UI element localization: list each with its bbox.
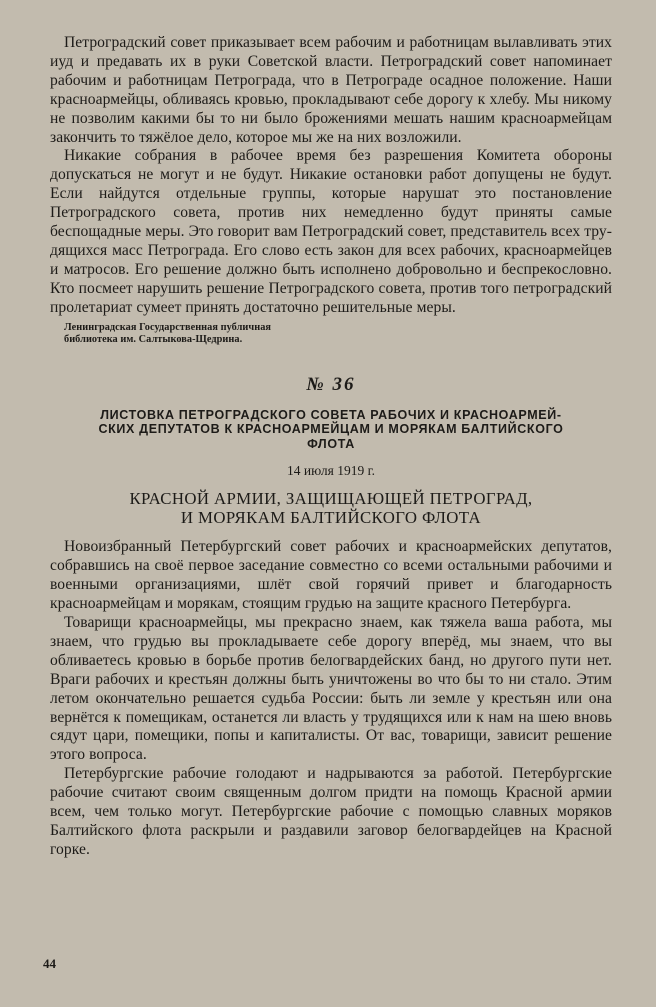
document-title-line: ФЛОТА	[307, 436, 355, 451]
document-title-line: СКИХ ДЕПУТАТОВ К КРАСНОАРМЕЙЦАМ И МОРЯКАМ БАЛТИЙСКОГО	[98, 422, 564, 437]
document-title	[50, 408, 612, 452]
source-line: библиотека им. Салтыкова-Щедрина.	[64, 333, 243, 345]
paragraph-meetings-ban: Никакие собрания в рабочее время без разрешения Комитета обороны допускаться не могут и не будут. Никакие остановки работ допущены не будут. Если найдутся отдельные группы, которые нарушат это постановление Петроградского совета, против них немедленно будут приняты самые беспощадные меры. Это говорит вам Петроградский совет, представитель всех трудящихся масс Петрограда. Его слово есть закон для всех рабочих, красноармейцев и матросов. Его решение должно быть исполнено добровольно и беспрекословно. Кто посмеет нарушить решение Петроградского совета, против того петроградский пролетариат сумеет принять достаточно решительные меры.	[50, 147, 612, 316]
document-number: № 36	[306, 373, 356, 395]
document-date: 14 июля 1919 г.	[287, 463, 375, 479]
paragraph-order: Петроградский совет приказывает всем рабочим и работницам вылавливать этих иуд и предавать их в руки Советской власти. Петроградский совет напоминает рабочим и работницам Петрограда, что в Петрограде осадное положение. Наши красноармейцы, обливаясь кровью, прокладывают себе дорогу к хлебу. Мы никому не позволим какими бы то ни было брожениями мешать нашим красноармейцам закончить то тяжёлое дело, которое мы же на них возложили.	[50, 34, 612, 146]
appeal-heading	[50, 489, 612, 527]
page-number: 44	[43, 956, 56, 971]
paragraph-workers: Петербургские рабочие голодают и надрываются за работой. Петербургские рабочие считают своим священным долгом придти на помощь Красной армии всем, чем только могут. Петербургские рабочие с помощью славных моряков Балтийского флота раскрыли и раздавили заговор белогвардейцев на Красной горке.	[50, 765, 612, 858]
source-note	[64, 322, 612, 346]
appeal-heading-line: КРАСНОЙ АРМИИ, ЗАЩИЩАЮЩЕЙ ПЕТРОГРАД,	[129, 489, 533, 509]
appeal-heading-line: И МОРЯКАМ БАЛТИЙСКОГО ФЛОТА	[180, 508, 482, 528]
paragraph-greeting: Новоизбранный Петербургский совет рабочих и красноармейских депутатов, собравшись на своё первое заседание совместно со всеми остальными рабочими и военными организациями, шлёт свой горячий привет и благодарность красноармейцам и морякам, стоящим грудью на защите красного Петербурга.	[50, 538, 612, 613]
source-line: Ленинградская Государственная публичная	[64, 321, 272, 333]
document-title-line: ЛИСТОВКА ПЕТРОГРАДСКОГО СОВЕТА РАБОЧИХ И КРАСНОАРМЕЙ-	[100, 407, 562, 422]
paragraph-comrades: Товарищи красноармейцы, мы прекрасно знаем, как тяжела ваша работа, мы знаем, что грудью вы прокладываете себе дорогу вперёд, мы знаем, что вы обливаетесь кровью в борьбе против белогвардейских банд, но другого пути нет. Враги рабочих и крестьян должны быть уничтожены во что бы то ни стало. Этим летом окончательно решается судьба России: быть ли земле у крестьян или она вернётся к помещикам, останется ли власть у трудящихся или к нам на шею вновь сядут цари, помещики, попы и капиталисты. От вас, товарищи, зависит решение этого вопроса.	[50, 614, 612, 764]
